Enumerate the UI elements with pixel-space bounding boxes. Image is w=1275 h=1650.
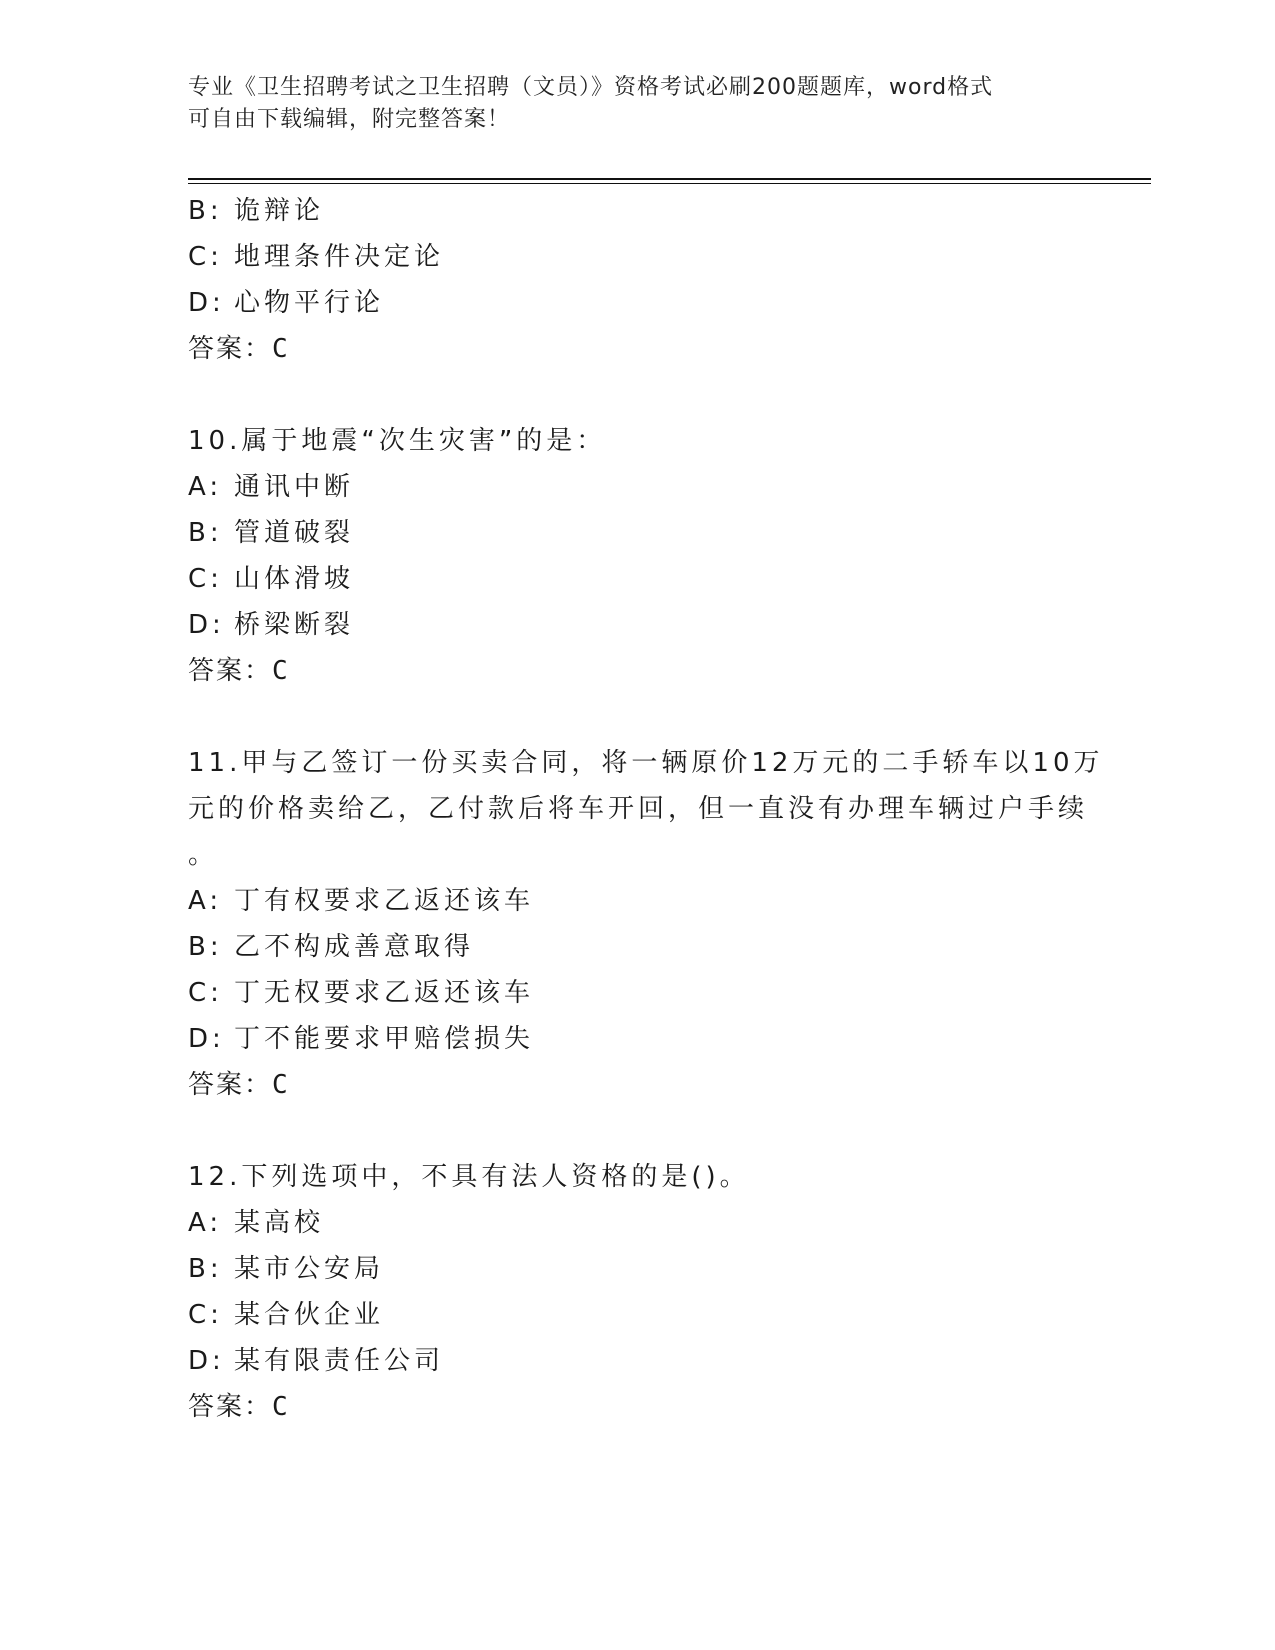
answer-value: C <box>272 1392 290 1422</box>
question-title: 10.属于地震“次生灾害”的是： <box>188 426 607 456</box>
option-label: C: <box>188 1300 223 1330</box>
option-label: A: <box>188 472 223 502</box>
question-10 <box>188 418 1088 694</box>
answer <box>188 1384 1088 1430</box>
option-label: D: <box>188 288 225 318</box>
option-c <box>188 1292 1088 1338</box>
option-c <box>188 556 1088 602</box>
option-label: C: <box>188 978 223 1008</box>
header-line-2: 可自由下载编辑，附完整答案！ <box>188 107 511 132</box>
answer-value: C <box>272 656 290 686</box>
option-a <box>188 1200 1088 1246</box>
answer-label: 答案： <box>188 1392 273 1422</box>
option-text: 某高校 <box>234 1208 325 1238</box>
question-9 <box>188 188 1088 372</box>
page-header <box>188 72 1088 136</box>
option-text: 某合伙企业 <box>234 1300 385 1330</box>
answer-label: 答案： <box>188 1070 273 1100</box>
question-title: 12.下列选项中，不具有法人资格的是()。 <box>188 1162 750 1192</box>
option-label: B: <box>188 196 223 226</box>
option-d <box>188 1338 1088 1384</box>
header-line-1: 专业《卫生招聘考试之卫生招聘（文员）》资格考试必刷200题题库，word格式 <box>188 75 994 100</box>
question-title-line-1: 11.甲与乙签订一份买卖合同，将一辆原价12万元的二手轿车以10万 <box>188 748 1104 778</box>
option-b <box>188 924 1088 970</box>
option-label: D: <box>188 1346 225 1376</box>
answer-value: C <box>272 334 290 364</box>
option-d <box>188 1016 1088 1062</box>
option-label: B: <box>188 1254 223 1284</box>
question-title-line-3: 。 <box>188 840 219 870</box>
option-text: 某有限责任公司 <box>234 1346 445 1376</box>
option-label: C: <box>188 242 223 272</box>
answer <box>188 648 1088 694</box>
option-label: A: <box>188 886 223 916</box>
option-text: 某市公安局 <box>234 1254 385 1284</box>
option-d <box>188 602 1088 648</box>
answer-label: 答案： <box>188 656 273 686</box>
question-12 <box>188 1154 1088 1430</box>
option-b <box>188 510 1088 556</box>
option-text: 丁不能要求甲赔偿损失 <box>234 1024 535 1054</box>
option-label: D: <box>188 1024 225 1054</box>
question-title-line-2: 元的价格卖给乙，乙付款后将车开回，但一直没有办理车辆过户手续 <box>188 794 1089 824</box>
answer <box>188 326 1088 372</box>
option-text: 地理条件决定论 <box>234 242 445 272</box>
option-text: 心物平行论 <box>234 288 385 318</box>
answer-label: 答案： <box>188 334 273 364</box>
option-text: 山体滑坡 <box>234 564 355 594</box>
option-label: B: <box>188 932 223 962</box>
option-a <box>188 878 1088 924</box>
header-divider-thick <box>188 178 1151 180</box>
option-text: 丁无权要求乙返还该车 <box>234 978 535 1008</box>
option-label: A: <box>188 1208 223 1238</box>
answer-value: C <box>272 1070 290 1100</box>
option-text: 桥梁断裂 <box>234 610 355 640</box>
option-c <box>188 970 1088 1016</box>
option-text: 丁有权要求乙返还该车 <box>234 886 535 916</box>
option-label: D: <box>188 610 225 640</box>
header-divider-thin <box>188 183 1151 184</box>
option-label: B: <box>188 518 223 548</box>
option-d <box>188 280 1088 326</box>
question-11 <box>188 740 1104 1108</box>
option-label: C: <box>188 564 223 594</box>
question-content <box>188 188 1104 1476</box>
option-a <box>188 464 1088 510</box>
option-text: 乙不构成善意取得 <box>234 932 475 962</box>
answer <box>188 1062 1088 1108</box>
option-b <box>188 1246 1088 1292</box>
option-text: 通讯中断 <box>234 472 355 502</box>
option-text: 诡辩论 <box>234 196 325 226</box>
option-text: 管道破裂 <box>234 518 355 548</box>
option-c <box>188 234 1088 280</box>
option-b <box>188 188 1088 234</box>
